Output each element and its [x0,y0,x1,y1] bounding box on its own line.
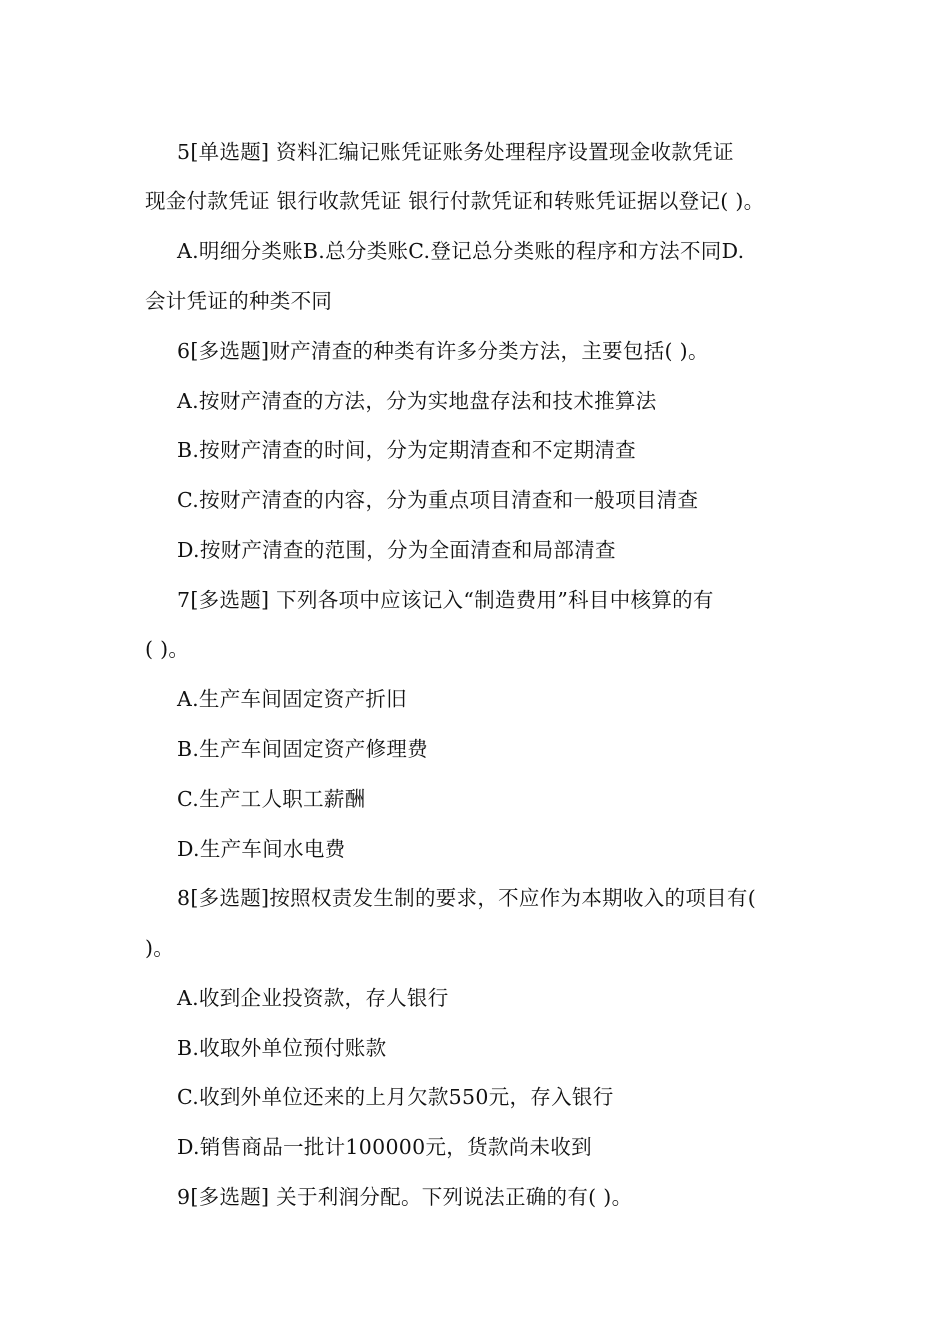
question-6-option-c: C.按财产清查的内容，分为重点项目清查和一般项目清查 [177,488,699,512]
question-7-option-d: D.生产车间水电费 [177,837,346,861]
question-8-option-c: C.收到外单位还来的上月欠款550元，存入银行 [177,1085,614,1109]
question-8-option-d: D.销售商品一批计100000元，货款尚未收到 [177,1135,592,1159]
question-7-option-a: A.生产车间固定资产折旧 [177,687,407,711]
question-6-option-a: A.按财产清查的方法，分为实地盘存法和技术推算法 [177,389,657,413]
question-5-stem-continued: 现金付款凭证 银行收款凭证 银行付款凭证和转账凭证据以登记( )。 [145,189,765,213]
question-7-option-c: C.生产工人职工薪酬 [177,787,366,811]
question-8-stem-continued: )。 [145,936,175,960]
question-9-stem: 9[多选题] 关于利润分配。下列说法正确的有( )。 [177,1185,633,1209]
question-8-option-a: A.收到企业投资款，存人银行 [177,986,449,1010]
question-8-option-b: B.收取外单位预付账款 [177,1036,387,1060]
question-6-option-b: B.按财产清查的时间，分为定期清查和不定期清查 [177,438,636,462]
question-7-stem: 7[多选题] 下列各项中应该记入“制造费用”科目中核算的有 [177,588,714,612]
question-7-option-b: B.生产车间固定资产修理费 [177,737,428,761]
question-7-stem-continued: ( )。 [145,637,190,661]
question-5-options: A.明细分类账B.总分类账C.登记总分类账的程序和方法不同D. [177,239,745,263]
question-6-option-d: D.按财产清查的范围，分为全面清查和局部清查 [177,538,616,562]
question-5-options-continued: 会计凭证的种类不同 [145,289,333,313]
question-8-stem: 8[多选题]按照权责发生制的要求，不应作为本期收入的项目有( [177,886,757,910]
question-5-stem: 5[单选题] 资料汇编记账凭证账务处理程序设置现金收款凭证 [177,140,734,164]
question-6-stem: 6[多选题]财产清查的种类有许多分类方法，主要包括( )。 [177,339,709,363]
